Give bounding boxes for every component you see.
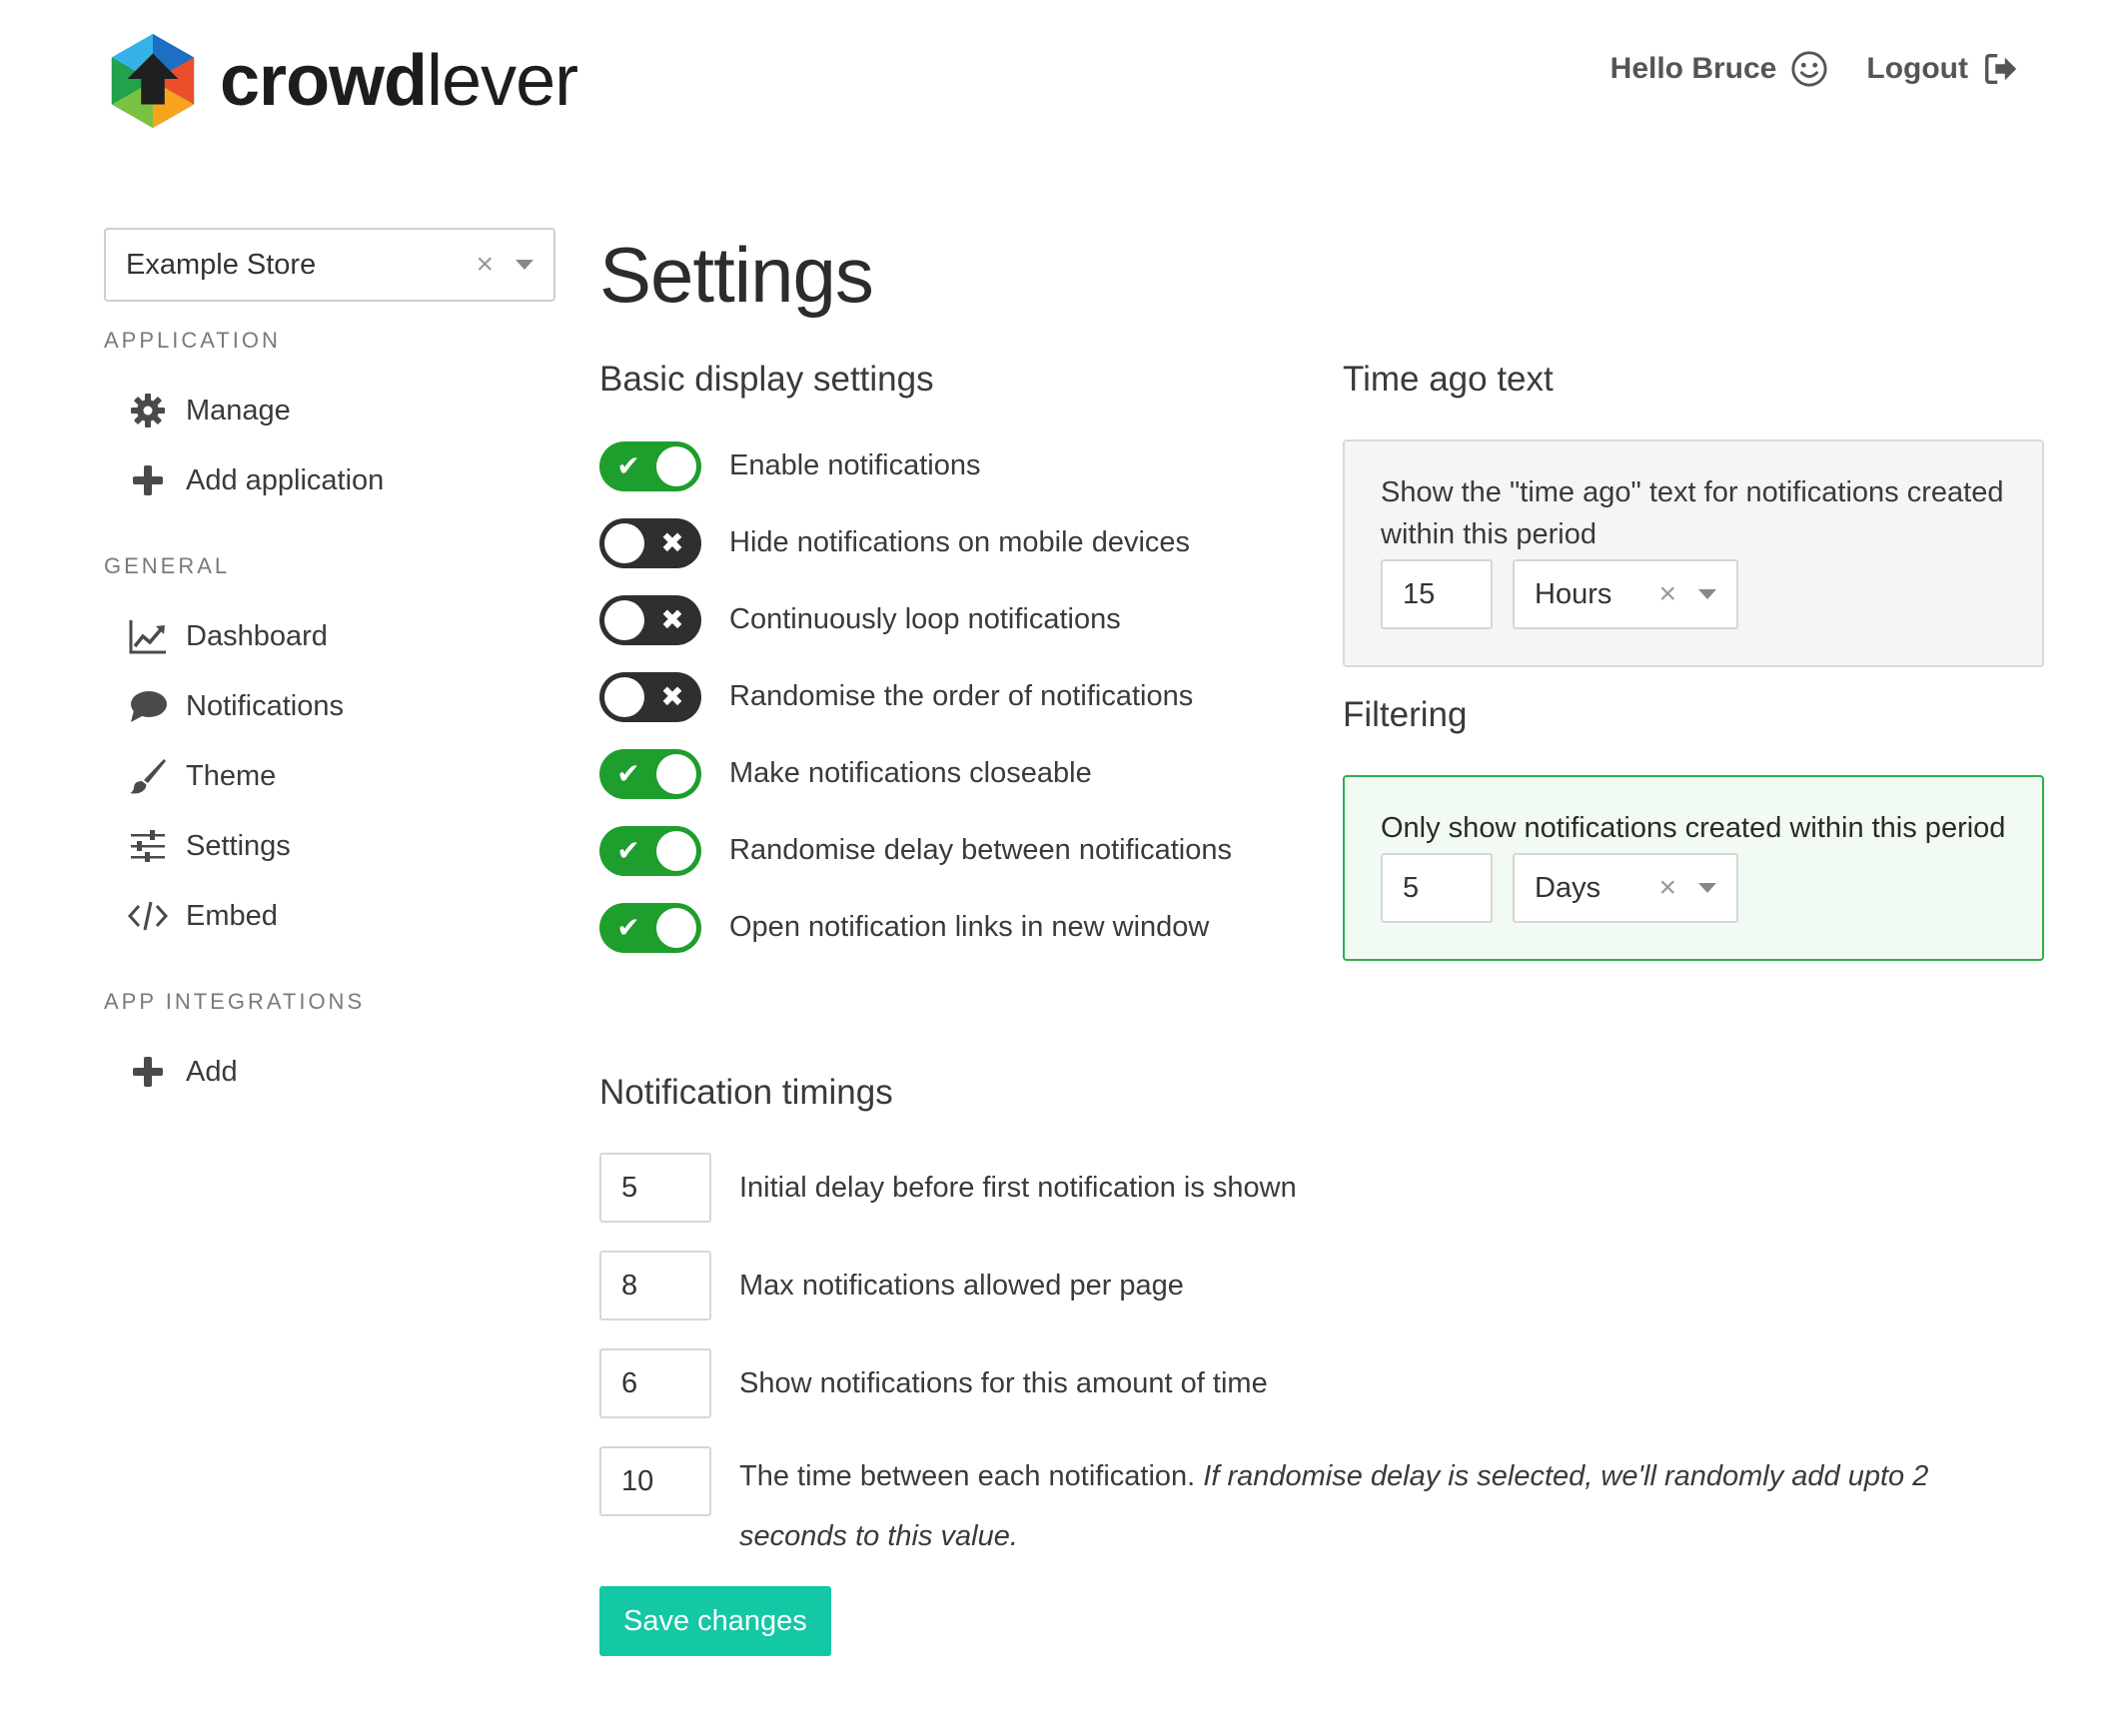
- time-ago-title: Time ago text: [1343, 360, 1554, 399]
- enable-notifications-toggle[interactable]: [599, 441, 701, 491]
- max-per-page-input[interactable]: 8: [599, 1251, 711, 1320]
- sidebar-item-manage[interactable]: [104, 376, 555, 445]
- loop-notifications-toggle[interactable]: [599, 595, 701, 645]
- filtering-amount-input[interactable]: 5: [1381, 853, 1493, 923]
- randomise-delay-toggle[interactable]: [599, 826, 701, 876]
- x-icon: ✖: [660, 527, 684, 558]
- filtering-unit-select[interactable]: [1513, 853, 1738, 923]
- sidebar-item-theme[interactable]: [104, 741, 555, 811]
- sidebar-item-embed[interactable]: [104, 881, 555, 951]
- toggle-row-closeable: [599, 735, 1299, 812]
- toggle-label: Enable notifications: [729, 449, 981, 481]
- sidebar-item-label: Theme: [186, 759, 277, 792]
- greeting-text: Hello Bruce: [1609, 52, 1777, 85]
- sidebar-item-dashboard[interactable]: [104, 601, 555, 671]
- check-icon: ✔: [616, 912, 640, 943]
- toggle-row-hide-mobile: [599, 504, 1299, 581]
- main-content: [599, 228, 2038, 1637]
- x-icon: ✖: [660, 604, 684, 635]
- time-between-input[interactable]: 10: [599, 1446, 711, 1516]
- toggle-label: Randomise delay between notifications: [729, 834, 1232, 866]
- user-menu: [1610, 50, 2020, 88]
- sidebar-item-label: Dashboard: [186, 619, 328, 652]
- toggle-label: Randomise the order of notifications: [729, 680, 1194, 712]
- sidebar-section-application: APPLICATION: [104, 328, 281, 353]
- paintbrush-icon: [128, 756, 168, 796]
- page-title: Settings: [599, 231, 873, 319]
- store-select[interactable]: [104, 228, 555, 302]
- notification-timings: [599, 1073, 2038, 1656]
- randomise-order-toggle[interactable]: [599, 672, 701, 722]
- chevron-down-icon[interactable]: [1698, 883, 1716, 893]
- basic-display-settings: [599, 360, 1299, 966]
- greeting-link[interactable]: [1610, 50, 1829, 88]
- hide-mobile-toggle[interactable]: [599, 518, 701, 568]
- sidebar-item-add-application[interactable]: [104, 445, 555, 515]
- logo-text: crowdlever: [220, 41, 578, 121]
- store-select-value: Example Store: [126, 248, 317, 281]
- plus-icon: [128, 1052, 168, 1092]
- sidebar-item-settings[interactable]: [104, 811, 555, 881]
- sidebar-section-general: GENERAL: [104, 553, 231, 578]
- basic-display-settings-title: Basic display settings: [599, 360, 934, 399]
- initial-delay-input[interactable]: 5: [599, 1153, 711, 1223]
- toggle-label: Continuously loop notifications: [729, 603, 1121, 635]
- sidebar-item-label: Manage: [186, 394, 291, 427]
- check-icon: ✔: [616, 450, 640, 481]
- timing-label: Show notifications for this amount of time: [739, 1366, 1268, 1399]
- sidebar-item-add-integration[interactable]: [104, 1037, 555, 1107]
- timing-row-initial-delay: [599, 1153, 2038, 1223]
- sidebar-item-label: Embed: [186, 899, 278, 932]
- plus-icon: [128, 460, 168, 500]
- check-icon: ✔: [616, 835, 640, 866]
- timing-row-display-time: [599, 1348, 2038, 1418]
- logo[interactable]: [104, 32, 577, 130]
- clear-icon[interactable]: ×: [1658, 871, 1676, 904]
- sidebar-item-label: Add: [186, 1055, 238, 1088]
- toggle-label: Hide notifications on mobile devices: [729, 526, 1191, 558]
- sidebar-item-notifications[interactable]: [104, 671, 555, 741]
- clear-icon[interactable]: ×: [476, 248, 494, 281]
- closeable-toggle[interactable]: [599, 749, 701, 799]
- toggle-label: Open notification links in new window: [729, 911, 1210, 943]
- time-ago-description: Show the "time ago" text for notifications created within this period: [1381, 476, 2004, 550]
- sliders-icon: [128, 826, 168, 866]
- line-chart-icon: [128, 616, 168, 656]
- filtering-description: Only show notifications created within this period: [1381, 812, 2006, 844]
- toggle-list: [599, 428, 1299, 966]
- new-window-toggle[interactable]: [599, 903, 701, 953]
- smiley-icon: [1790, 50, 1828, 88]
- toggle-row-enable-notifications: [599, 428, 1299, 504]
- crowdlever-logo-icon: [104, 32, 202, 130]
- time-between-description: The time between each notification. If randomise delay is selected, we'll randomly add upto 2 seconds to this value.: [739, 1460, 1929, 1552]
- filtering-panel: [1343, 775, 2044, 961]
- logout-text: Logout: [1866, 52, 1968, 85]
- notification-timings-title: Notification timings: [599, 1073, 893, 1112]
- time-ago-unit-select[interactable]: [1513, 559, 1738, 629]
- display-time-input[interactable]: 6: [599, 1348, 711, 1418]
- sidebar-section-app-integrations: APP INTEGRATIONS: [104, 989, 366, 1014]
- toggle-row-new-window: [599, 889, 1299, 966]
- filtering-unit-value: Days: [1535, 871, 1601, 904]
- timing-row-between: [599, 1446, 2038, 1566]
- sidebar-item-label: Notifications: [186, 689, 344, 722]
- x-icon: ✖: [660, 681, 684, 712]
- sidebar: [104, 228, 555, 1107]
- time-ago-amount-input[interactable]: 15: [1381, 559, 1493, 629]
- sign-out-icon: [1982, 50, 2020, 88]
- toggle-row-randomise-order: [599, 658, 1299, 735]
- sidebar-item-label: Settings: [186, 829, 291, 862]
- right-column: [1343, 360, 2044, 961]
- logout-link[interactable]: [1866, 50, 2020, 88]
- chevron-down-icon[interactable]: [1698, 589, 1716, 599]
- sidebar-item-label: Add application: [186, 463, 385, 496]
- timing-label: Max notifications allowed per page: [739, 1269, 1184, 1302]
- speech-bubble-icon: [128, 686, 168, 726]
- time-between-note: If randomise delay is selected, we'll randomly add upto 2 seconds to this value.: [739, 1460, 1929, 1552]
- toggle-row-randomise-delay: [599, 812, 1299, 889]
- gear-icon: [128, 391, 168, 431]
- time-ago-unit-value: Hours: [1535, 577, 1612, 610]
- timing-row-max-per-page: [599, 1251, 2038, 1320]
- clear-icon[interactable]: ×: [1658, 577, 1676, 610]
- check-icon: ✔: [616, 758, 640, 789]
- filtering-title: Filtering: [1343, 695, 1468, 734]
- chevron-down-icon[interactable]: [516, 260, 533, 270]
- timing-label: Initial delay before first notification is shown: [739, 1171, 1297, 1204]
- toggle-label: Make notifications closeable: [729, 757, 1092, 789]
- save-changes-button[interactable]: Save changes: [599, 1586, 831, 1656]
- time-ago-panel: [1343, 439, 2044, 667]
- toggle-row-loop: [599, 581, 1299, 658]
- code-icon: [128, 896, 168, 936]
